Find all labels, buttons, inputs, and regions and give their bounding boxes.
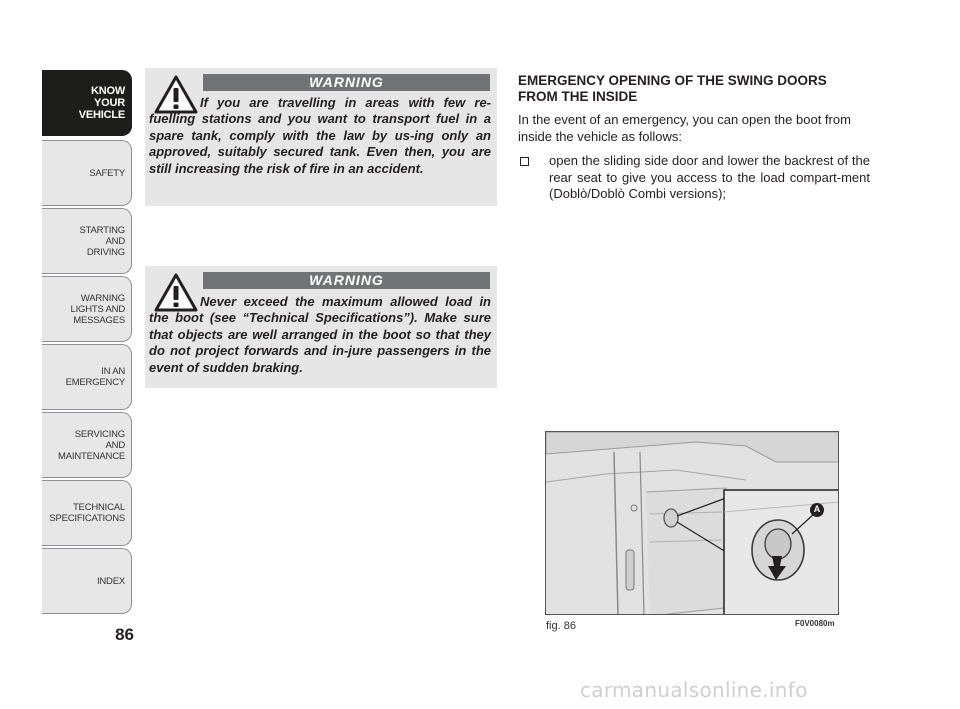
tab-index[interactable]: INDEX [42, 548, 132, 614]
tab-know-your-vehicle[interactable]: KNOW YOUR VEHICLE [42, 70, 132, 136]
watermark: carmanualsonline.info [580, 678, 808, 702]
warning-heading: WARNING [203, 74, 490, 91]
callout-label-a: A [813, 504, 821, 514]
list-item: open the sliding side door and lower the backrest of the rear seat to give you access to the load compart-ment (Doblò/Doblò Combi versions); [518, 153, 870, 203]
tab-technical-specifications[interactable]: TECHNICAL SPECIFICATIONS [42, 480, 132, 546]
warning-text: If you are travelling in areas with few re-fuelling stations and you want to transport fuel in a spare tank, comply with the law by us-ing only an approved, suitably secured tank. Even then, you are still increasing the risk of fire in an accident. [149, 95, 491, 176]
door-interior-illustration [546, 432, 839, 615]
tab-warning-lights[interactable]: WARNING LIGHTS AND MESSAGES [42, 276, 132, 342]
figure-caption: fig. 86 [546, 620, 576, 632]
section-title: EMERGENCY OPENING OF THE SWING DOORS FROM THE INSIDE [518, 73, 827, 104]
warning-box-load [145, 266, 497, 388]
checkbox-bullet-icon [520, 157, 529, 166]
figure-code: F0V0080m [795, 619, 835, 628]
intro-paragraph: In the event of an emergency, you can open the boot from inside the vehicle as follows: [518, 112, 851, 144]
tab-servicing[interactable]: SERVICING AND MAINTENANCE [42, 412, 132, 478]
tab-safety[interactable]: SAFETY [42, 140, 132, 206]
page-number: 86 [115, 625, 134, 644]
warning-text: Never exceed the maximum allowed load in the boot (see “Technical Specifications”). Make sure that objects are well arranged in the boot so that they do not project forwards and in-jure passengers in the event of sudden braking. [149, 294, 491, 375]
tab-in-an-emergency[interactable]: IN AN EMERGENCY [42, 344, 132, 410]
tab-starting-and-driving[interactable]: STARTING AND DRIVING [42, 208, 132, 274]
warning-box-fuel [145, 68, 497, 206]
warning-heading: WARNING [203, 272, 490, 289]
figure-86 [545, 431, 839, 615]
